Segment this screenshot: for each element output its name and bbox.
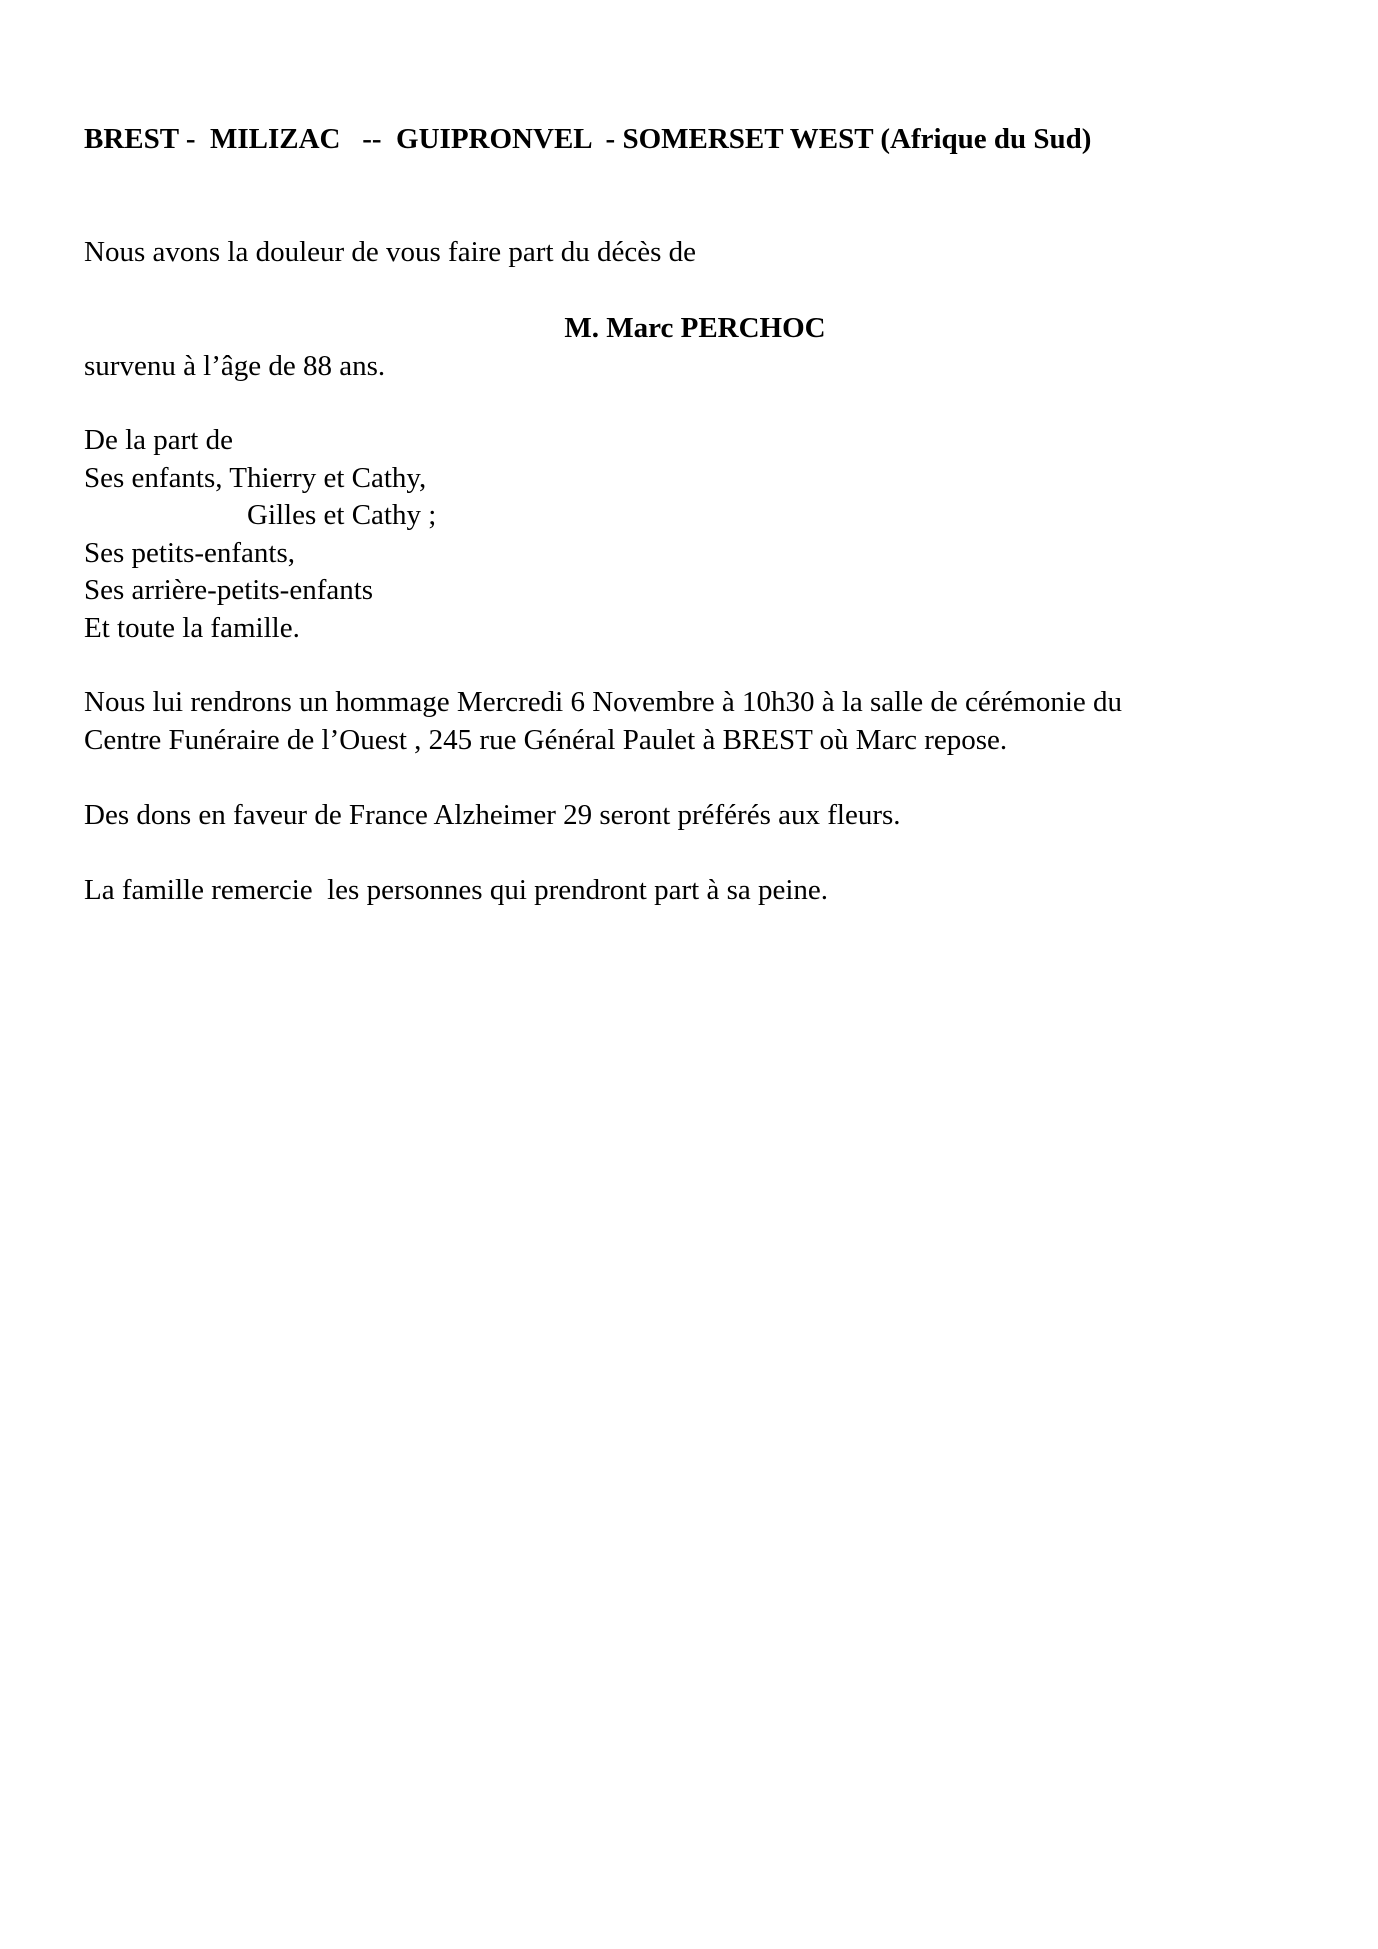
ceremony-line: Nous lui rendrons un hommage Mercredi 6 Novembre à 10h30 à la salle de cérémonie du [84,686,1123,718]
donations-line: Des dons en faveur de France Alzheimer 29 seront préférés aux fleurs. [84,799,901,831]
location-heading: BREST - MILIZAC -- GUIPRONVEL - SOMERSET WEST (Afrique du Sud) [84,123,1092,155]
thanks-line: La famille remercie les personnes qui prendront part à sa peine. [84,874,829,906]
family-line: Ses enfants, Thierry et Cathy, [84,462,427,494]
announcement-intro: Nous avons la douleur de vous faire part du décès de [84,236,697,268]
family-line: Ses arrière-petits-enfants [84,574,374,606]
age-line: survenu à l’âge de 88 ans. [84,350,386,382]
deceased-name: M. Marc PERCHOC [564,312,826,344]
family-line: Ses petits-enfants, [84,537,296,569]
family-line: Gilles et Cathy ; [247,499,437,531]
family-line: Et toute la famille. [84,612,300,644]
ceremony-line: Centre Funéraire de l’Ouest , 245 rue Général Paulet à BREST où Marc repose. [84,724,1008,756]
family-line: De la part de [84,424,233,456]
